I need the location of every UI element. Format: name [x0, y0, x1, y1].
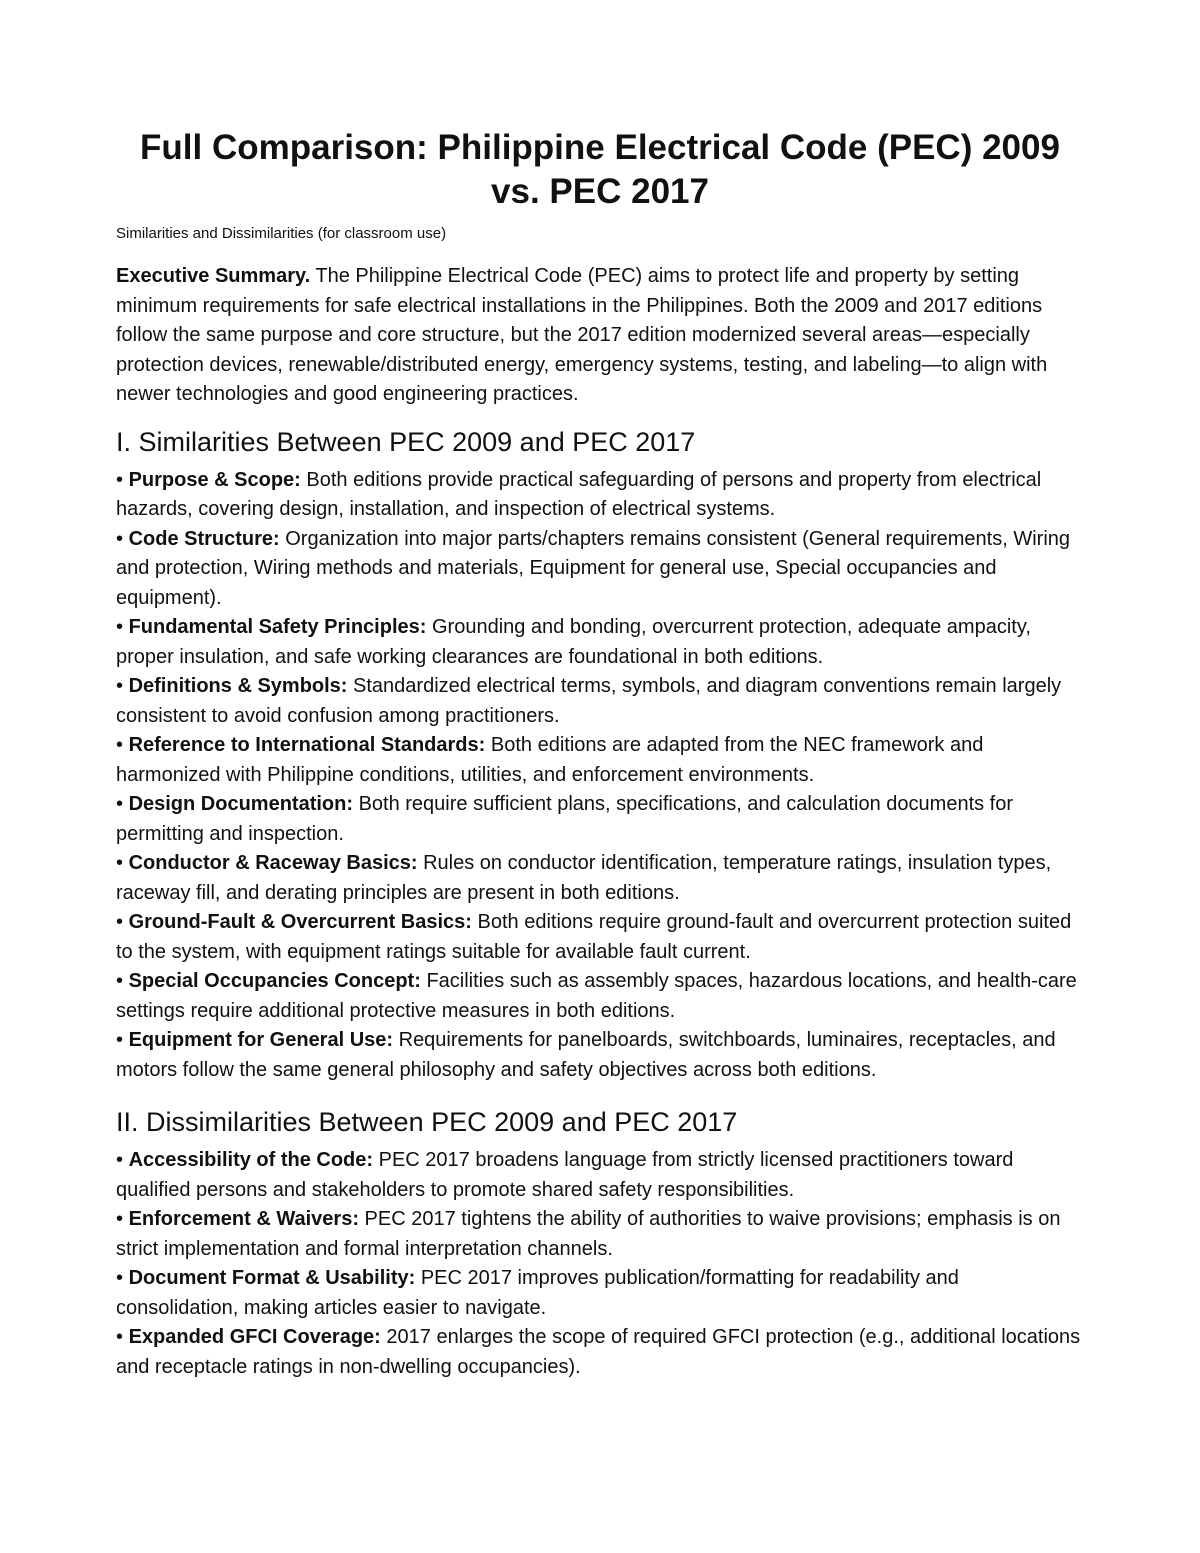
list-item	[116, 967, 1084, 1026]
similarities-list	[116, 466, 1084, 1086]
item-text: Grounding and bonding, overcurrent protection, adequate ampacity, proper insulation, and safe working clearances are foundational in both editions.	[116, 616, 1031, 668]
item-text: Rules on conductor identification, temperature ratings, insulation types, raceway fill, and derating principles are present in both editions.	[116, 852, 1052, 904]
item-term: Definitions & Symbols:	[128, 675, 348, 697]
item-text: Organization into major parts/chapters remains consistent (General requirements, Wiring and protection, Wiring methods and materials, Equipment for general use, Special occupancies and equipment).	[116, 527, 1071, 609]
item-text: Requirements for panelboards, switchboards, luminaires, receptacles, and motors follow the same general philosophy and safety objectives across both editions.	[116, 1029, 1056, 1081]
bullet: •	[116, 1326, 129, 1348]
bullet: •	[116, 1208, 129, 1230]
list-item	[116, 1026, 1084, 1085]
bullet: •	[116, 793, 129, 815]
item-term: Ground-Fault & Overcurrent Basics:	[128, 911, 472, 933]
item-text: Both require sufficient plans, specifications, and calculation documents for permitting and inspection.	[116, 793, 1014, 845]
item-term: Code Structure:	[128, 527, 280, 550]
item-text: PEC 2017 tightens the ability of authorities to waive provisions; emphasis is on strict implementation and formal interpretation channels.	[116, 1208, 1061, 1260]
list-item	[116, 613, 1084, 672]
item-text: Both editions require ground-fault and overcurrent protection suited to the system, with equipment ratings suitable for available fault current.	[116, 911, 1072, 963]
bullet: •	[116, 852, 129, 874]
list-item	[116, 1146, 1084, 1205]
bullet: •	[116, 675, 129, 697]
list-item	[116, 672, 1084, 731]
bullet: •	[116, 1029, 129, 1051]
item-term: Purpose & Scope:	[128, 468, 301, 491]
bullet: •	[116, 911, 129, 933]
list-item	[116, 466, 1084, 525]
executive-summary	[116, 262, 1084, 410]
item-term: Reference to International Standards:	[128, 734, 486, 756]
list-item	[116, 908, 1084, 967]
item-text: PEC 2017 improves publication/formatting for readability and consolidation, making articles easier to navigate.	[116, 1267, 959, 1319]
executive-summary-label: Executive Summary.	[116, 265, 311, 287]
bullet: •	[116, 468, 129, 491]
bullet: •	[116, 616, 129, 638]
item-term: Conductor & Raceway Basics:	[128, 852, 418, 874]
bullet: •	[116, 734, 129, 756]
dissimilarities-heading: II. Dissimilarities Between PEC 2009 and PEC 2017	[116, 1107, 738, 1137]
dissimilarities-list	[116, 1146, 1084, 1382]
executive-summary-text: The Philippine Electrical Code (PEC) aims to protect life and property by setting minimum requirements for safe electrical installations in the Philippines. Both the 2009 and 2017 editions follow the same purpose and core structure, but the 2017 edition modernized several areas—especially protection devices, renewable/distributed energy, emergency systems, testing, and labeling—to align with newer technologies and good engineering practices.	[116, 265, 1048, 405]
list-item	[116, 790, 1084, 849]
item-text: Standardized electrical terms, symbols, and diagram conventions remain largely consistent to avoid confusion among practitioners.	[116, 675, 1062, 727]
item-term: Equipment for General Use:	[128, 1029, 394, 1051]
bullet: •	[116, 970, 129, 992]
item-text: Both editions provide practical safeguarding of persons and property from electrical hazards, covering design, installation, and inspection of electrical systems.	[116, 468, 1042, 520]
item-text: 2017 enlarges the scope of required GFCI protection (e.g., additional locations and receptacle ratings in non-dwelling occupancies).	[116, 1326, 1081, 1378]
page-subtitle: Similarities and Dissimilarities (for classroom use)	[116, 225, 447, 242]
item-term: Document Format & Usability:	[128, 1267, 416, 1289]
item-text: Facilities such as assembly spaces, hazardous locations, and health-care settings require additional protective measures in both editions.	[116, 970, 1077, 1022]
list-item	[116, 731, 1084, 790]
item-text: Both editions are adapted from the NEC framework and harmonized with Philippine conditions, utilities, and enforcement environments.	[116, 734, 984, 786]
item-term: Accessibility of the Code:	[128, 1149, 374, 1171]
item-text: PEC 2017 broadens language from strictly licensed practitioners toward qualified persons and stakeholders to promote shared safety responsibilities.	[116, 1149, 1014, 1201]
list-item	[116, 849, 1084, 908]
bullet: •	[116, 1149, 129, 1171]
list-item	[116, 525, 1084, 614]
list-item	[116, 1323, 1084, 1382]
item-term: Enforcement & Waivers:	[128, 1208, 359, 1230]
item-term: Special Occupancies Concept:	[128, 970, 421, 992]
item-term: Design Documentation:	[128, 793, 354, 815]
list-item	[116, 1264, 1084, 1323]
list-item	[116, 1205, 1084, 1264]
bullet: •	[116, 1267, 129, 1289]
similarities-heading: I. Similarities Between PEC 2009 and PEC 2017	[116, 426, 696, 457]
item-term: Fundamental Safety Principles:	[128, 616, 427, 638]
item-term: Expanded GFCI Coverage:	[128, 1326, 381, 1348]
page-title: Full Comparison: Philippine Electrical Code (PEC) 2009 vs. PEC 2017	[140, 128, 1060, 211]
bullet: •	[116, 527, 129, 550]
